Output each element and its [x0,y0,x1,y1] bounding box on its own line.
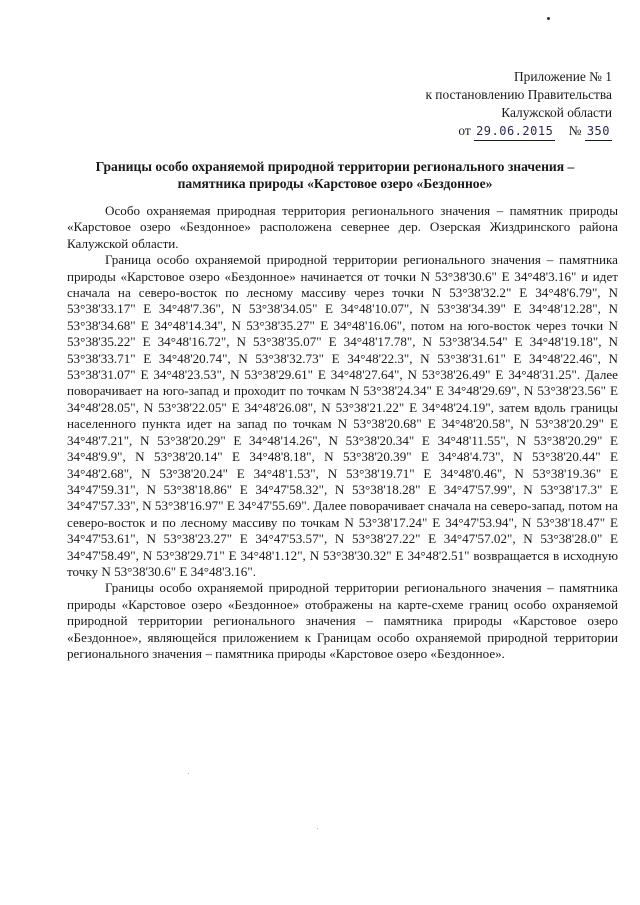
appendix-region: Калужской области [501,105,612,120]
appendix-date-line [425,122,612,141]
scan-speck [547,17,550,20]
paragraph-boundary-points: Граница особо охраняемой природной территории регионального значения – памятника природы «Карстовое озеро «Бездонное» начинается от точки N 53°38'30.6" E 34°48'3.16" и идет сначала на северо-восток по лесному массиву через точки N 53°38'32.2" E 34°48'6.79", N 53°38'33.17" E 34°48'7.36", N 53°38'34.05" E 34°48'10.07", N 53°38'34.39" E 34°48'12.28", N 53°38'34.68" E 34°48'14.34", N 53°38'35.27" E 34°48'16.06", потом на юго-восток через точки N 53°38'35.22" E 34°48'16.72", N 53°38'35.07" E 34°48'17.78", N 53°38'34.54" E 34°48'19.18", N 53°38'33.71" E 34°48'20.74", N 53°38'32.73" E 34°48'22.3", N 53°38'31.61" E 34°48'22.46", N 53°38'31.07" E 34°48'23.53", N 53°38'29.61" E 34°48'27.64", N 53°38'26.49" E 34°48'31.25". Далее поворачивает на юго-запад и проходит по точкам N 53°38'24.34" E 34°48'29.69", N 53°38'23.56" E 34°48'28.05", N 53°38'22.05" E 34°48'26.08", N 53°38'21.22" E 34°48'24.19", затем вдоль границы населенного пункта идет на запад по точкам N 53°38'20.68" E 34°48'20.58", N 53°38'20.29" E 34°48'7.21", N 53°38'20.29" E 34°48'14.26", N 53°38'20.34" E 34°48'11.55", N 53°38'20.29" E 34°48'9.9", N 53°38'20.14" E 34°48'8.18", N 53°38'20.39" E 34°48'4.73", N 53°38'20.44" E 34°48'2.68", N 53°38'20.24" E 34°48'1.53", N 53°38'19.71" E 34°48'0.46", N 53°38'19.36" E 34°47'59.31", N 53°38'18.86" E 34°47'58.32", N 53°38'18.28" E 34°47'57.99", N 53°38'17.3" E 34°47'57.33", N 53°38'16.97" E 34°47'55.69". Далее поворачивает сначала на северо-запад, потом на северо-восток и по лесному массиву по точкам N 53°38'17.24" E 34°47'53.94", N 53°38'18.47" E 34°47'53.61", N 53°38'23.27" E 34°47'53.57", N 53°38'27.22" E 34°47'57.02", N 53°38'28.0" E 34°47'58.49", N 53°38'29.71" E 34°48'1.12", N 53°38'30.32" E 34°48'2.51" возвращается в исходную точку N 53°38'30.6" E 34°48'3.16". [67,252,618,579]
appendix-number: Приложение № 1 [513,69,612,84]
document-body [67,203,618,662]
title-line-1: Границы особо охраняемой природной территории регионального значения – [95,159,575,174]
document-title [60,158,610,192]
resolution-date: 29.06.2015 [474,122,555,141]
title-line-2: памятника природы «Карстовое озеро «Бездонное» [177,176,493,191]
number-prefix: № [568,123,582,138]
paragraph-map-reference: Границы особо охраняемой природной территории регионального значения – памятника природы «Карстовое озеро «Бездонное» отображены на карте-схеме границ особо охраняемой природной территории регионального значения – памятника природы «Карстовое озеро «Бездонное», являющейся приложением к Границам особо охраняемой природной территории регионального значения – памятника природы «Карстовое озеро «Бездонное». [67,580,618,661]
appendix-resolution-ref: к постановлению Правительства [425,87,612,102]
appendix-header [425,68,612,141]
scan-speck [317,828,318,829]
paragraph-location: Особо охраняемая природная территория регионального значения – памятник природы «Карстовое озеро «Бездонное» расположена севернее дер. Озерская Жиздринского района Калужской области. [67,203,618,251]
scan-speck [188,773,189,774]
date-prefix: от [458,123,471,138]
resolution-number: 350 [585,122,612,141]
